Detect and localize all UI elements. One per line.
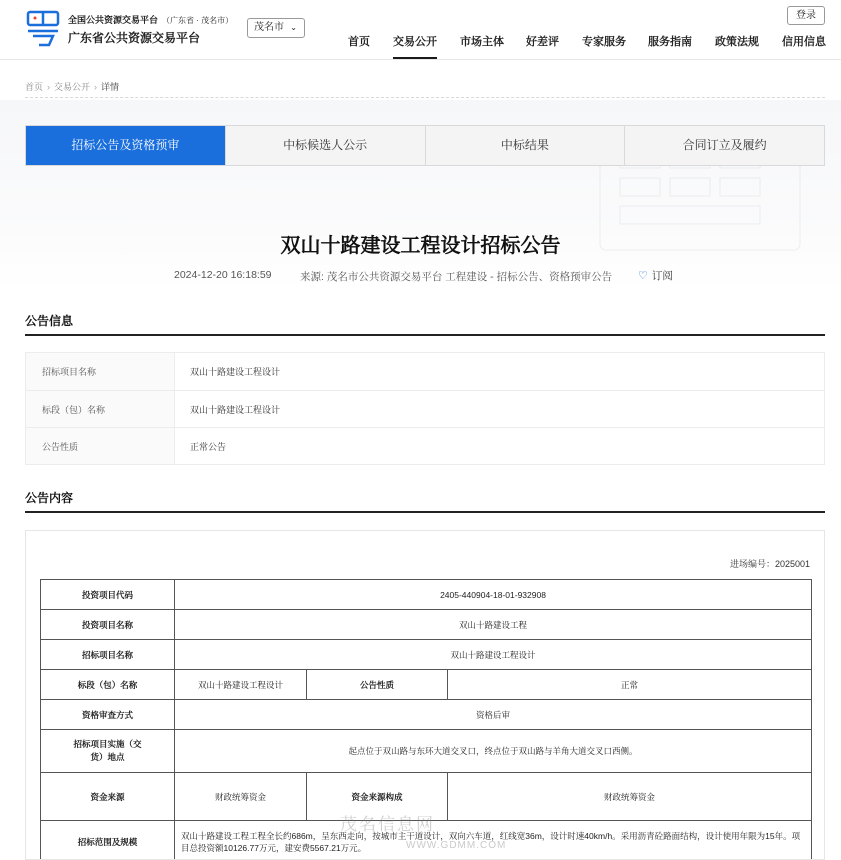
cell-value: 资格后审 <box>175 700 812 730</box>
nav-trading[interactable]: 交易公开 <box>393 33 437 59</box>
publish-time: 2024-12-20 16:18:59 <box>174 269 272 281</box>
cell-label: 招标范围及规模 <box>41 821 175 860</box>
cell-value: 双山十路建设工程 <box>175 610 812 640</box>
cell-label: 招标项目实施（交货）地点 <box>41 730 175 773</box>
tab-contract[interactable]: 合同订立及履约 <box>624 126 824 165</box>
cell-label: 资金来源构成 <box>307 773 448 821</box>
subscribe-button[interactable]: ♡ 订阅 <box>638 268 673 283</box>
table-row <box>41 640 812 670</box>
cell-label: 投资项目名称 <box>41 610 175 640</box>
nav-home[interactable]: 首页 <box>348 33 370 59</box>
table-row <box>26 390 824 427</box>
info-key: 公告性质 <box>26 428 175 464</box>
chevron-right-icon: › <box>47 82 50 92</box>
page-title: 双山十路建设工程设计招标公告 <box>0 229 841 258</box>
breadcrumb-home[interactable]: 首页 <box>25 82 43 92</box>
login-button[interactable]: 登录 <box>787 6 825 25</box>
cell-value: 正常 <box>448 670 812 700</box>
cell-value: 双山十路建设工程设计 <box>175 670 307 700</box>
cell-value: 双山十路建设工程工程全长约686m，呈东西走向，按城市主干道设计，双向六车道，红线宽36m，设计时速40km/h。采用沥青砼路面结构，设计使用年限为15年。项目总投资额10126.77万元，建安费5567.21万元。 <box>175 821 812 860</box>
info-key: 标段（包）名称 <box>26 391 175 427</box>
divider <box>25 97 825 98</box>
table-row <box>41 730 812 773</box>
notice-tabs <box>25 125 825 166</box>
nav-guide[interactable]: 服务指南 <box>648 33 692 59</box>
cell-value: 2405-440904-18-01-932908 <box>175 580 812 610</box>
table-row <box>41 670 812 700</box>
info-value: 双山十路建设工程设计 <box>175 365 280 378</box>
city-select[interactable]: 茂名市 ⌄ <box>247 18 305 38</box>
nav-market[interactable]: 市场主体 <box>460 33 504 59</box>
cell-label: 招标项目名称 <box>41 640 175 670</box>
info-key: 招标项目名称 <box>26 353 175 390</box>
brand-main: 广东省公共资源交易平台 <box>68 29 200 46</box>
serial-number: 进场编号：2025001 <box>730 557 810 570</box>
watermark-url: WWW.GDMM.COM <box>406 840 506 851</box>
notice-source: 来源: 茂名市公共资源交易平台 工程建设 - 招标公告、资格预审公告 <box>300 269 612 284</box>
nav-policy[interactable]: 政策法规 <box>715 33 759 59</box>
nav-review[interactable]: 好差评 <box>526 33 559 59</box>
section-title-content: 公告内容 <box>25 489 825 513</box>
table-row <box>26 427 824 464</box>
breadcrumb <box>25 80 119 93</box>
info-value: 正常公告 <box>175 440 226 453</box>
table-row <box>26 353 824 390</box>
heart-icon: ♡ <box>638 270 648 282</box>
table-row <box>41 610 812 640</box>
chevron-down-icon: ⌄ <box>290 19 297 37</box>
breadcrumb-current: 详情 <box>101 82 119 92</box>
watermark: 茂名信息网 <box>340 810 435 835</box>
table-row <box>41 700 812 730</box>
cell-label: 资格审查方式 <box>41 700 175 730</box>
nav-credit[interactable]: 信用信息 <box>782 33 826 59</box>
cell-value: 财政统筹资金 <box>175 773 307 821</box>
site-logo-icon[interactable] <box>25 9 61 47</box>
table-row <box>41 580 812 610</box>
cell-value: 财政统筹资金 <box>448 773 812 821</box>
section-title-info: 公告信息 <box>25 312 825 336</box>
brand-top: 全国公共资源交易平台 （广东省 · 茂名市） <box>68 13 233 26</box>
breadcrumb-trading[interactable]: 交易公开 <box>54 82 90 92</box>
cell-label: 标段（包）名称 <box>41 670 175 700</box>
info-table <box>25 352 825 465</box>
tab-tender-notice[interactable]: 招标公告及资格预审 <box>26 126 225 165</box>
cell-value: 起点位于双山路与东环大道交叉口，终点位于双山路与羊角大道交叉口西侧。 <box>175 730 812 773</box>
tab-candidate[interactable]: 中标候选人公示 <box>225 126 425 165</box>
cell-label: 资金来源 <box>41 773 175 821</box>
site-header <box>0 0 841 60</box>
nav-expert[interactable]: 专家服务 <box>582 33 626 59</box>
cell-label: 公告性质 <box>307 670 448 700</box>
chevron-right-icon: › <box>94 82 97 92</box>
info-value: 双山十路建设工程设计 <box>175 403 280 416</box>
tab-result[interactable]: 中标结果 <box>425 126 625 165</box>
cell-value: 双山十路建设工程设计 <box>175 640 812 670</box>
cell-label: 投资项目代码 <box>41 580 175 610</box>
